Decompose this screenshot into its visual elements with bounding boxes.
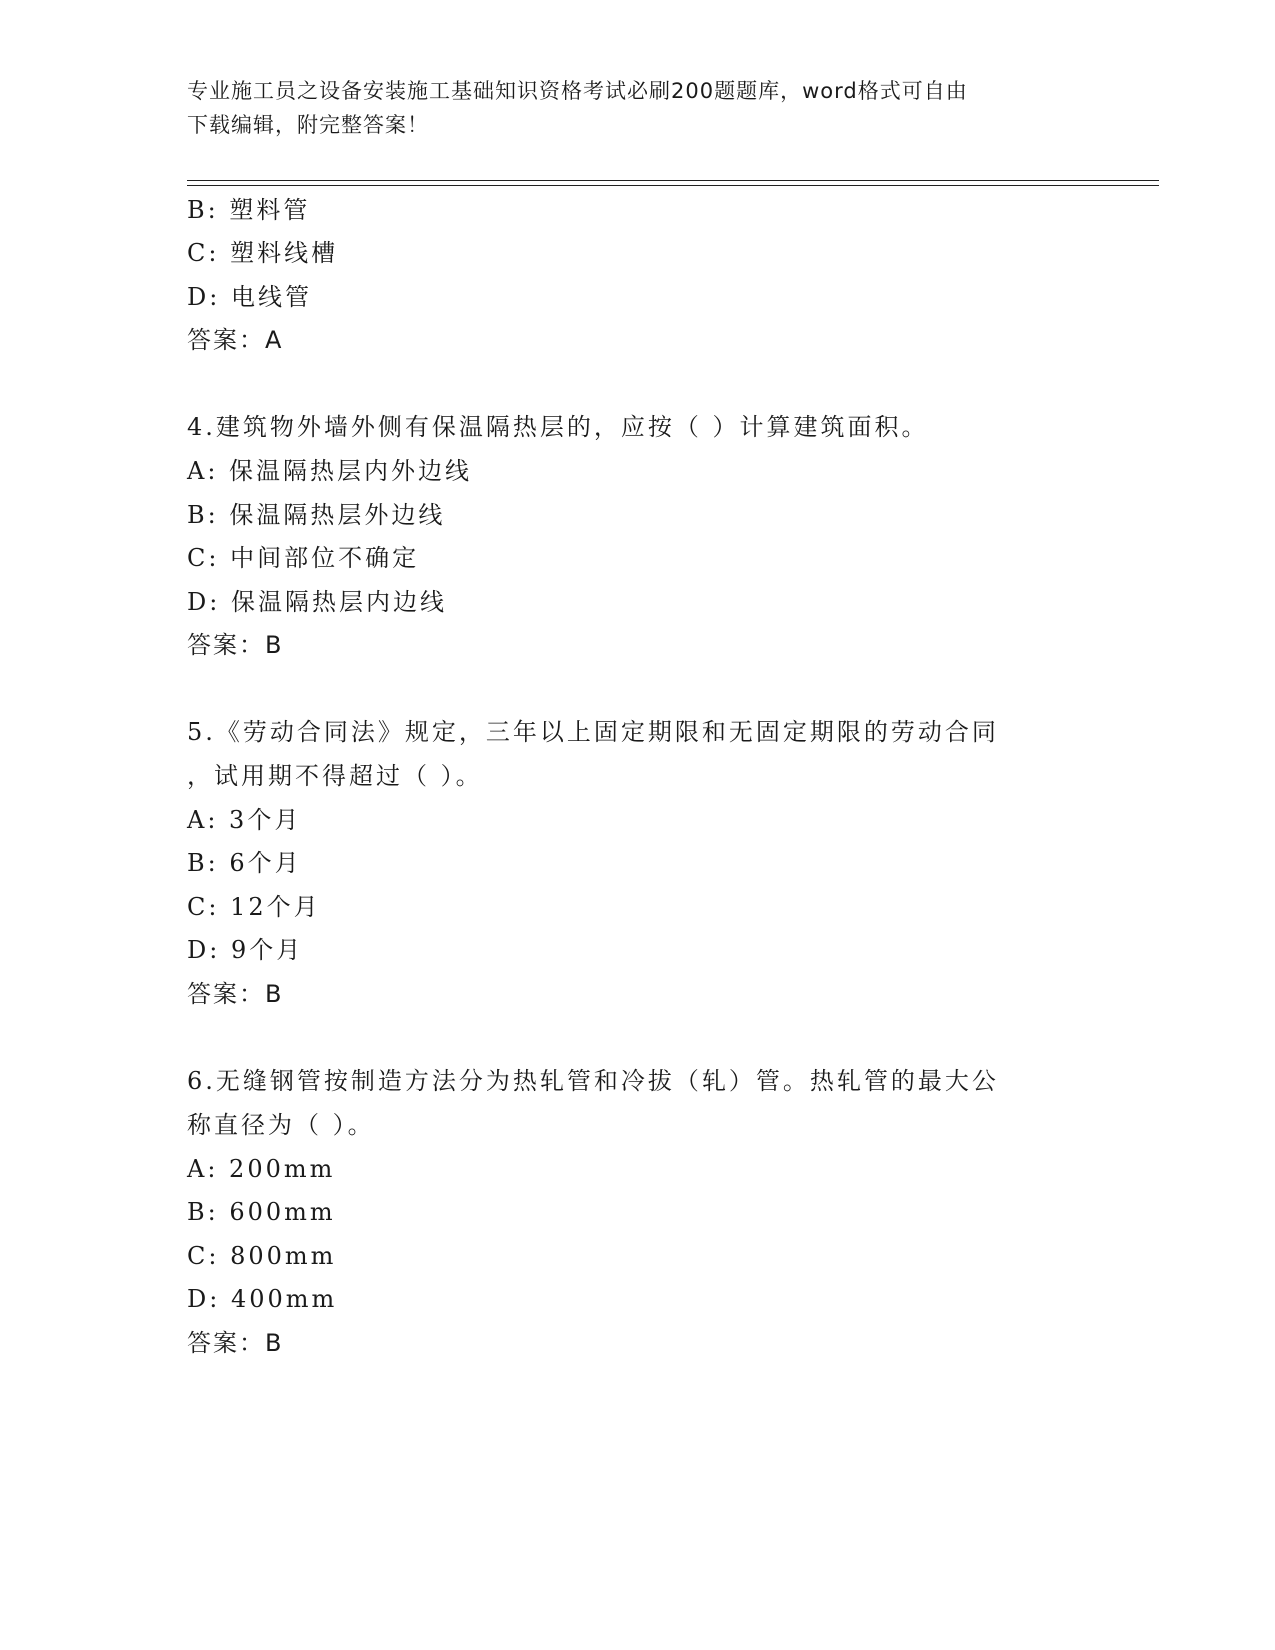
answer-line: 答案：B xyxy=(187,1329,284,1357)
option-b: B: 600mm xyxy=(187,1198,336,1226)
header-title-line-2: 下载编辑，附完整答案！ xyxy=(187,113,429,137)
option-b: B: 塑料管 xyxy=(187,196,311,224)
question-stem: 4.建筑物外墙外侧有保温隔热层的，应按（ ）计算建筑面积。 xyxy=(187,413,929,441)
option-b: B: 保温隔热层外边线 xyxy=(187,501,446,529)
option-c: C: 12个月 xyxy=(187,893,321,921)
option-a: A: 保温隔热层内外边线 xyxy=(187,457,473,485)
option-d: D: 9个月 xyxy=(187,936,304,964)
answer-line: 答案：A xyxy=(187,326,284,354)
option-a: A: 3个月 xyxy=(187,806,302,834)
question-stem: 6.无缝钢管按制造方法分为热轧管和冷拔（轧）管。热轧管的最大公 xyxy=(187,1067,999,1095)
header-divider-top xyxy=(187,180,1159,181)
answer-line: 答案：B xyxy=(187,980,284,1008)
option-d: D: 保温隔热层内边线 xyxy=(187,588,447,616)
header-title-line-1: 专业施工员之设备安装施工基础知识资格考试必刷200题题库，word格式可自由 xyxy=(187,79,968,103)
answer-line: 答案：B xyxy=(187,631,284,659)
question-stem-continued: 称直径为（ ）。 xyxy=(187,1111,375,1139)
header-divider-bottom xyxy=(187,185,1159,186)
question-stem: 5.《劳动合同法》规定，三年以上固定期限和无固定期限的劳动合同 xyxy=(187,718,999,746)
option-d: D: 电线管 xyxy=(187,283,312,311)
option-c: C: 800mm xyxy=(187,1242,337,1270)
option-a: A: 200mm xyxy=(187,1155,336,1183)
option-d: D: 400mm xyxy=(187,1285,338,1313)
option-c: C: 中间部位不确定 xyxy=(187,544,420,572)
document-header xyxy=(187,74,1067,142)
option-b: B: 6个月 xyxy=(187,849,302,877)
option-c: C: 塑料线槽 xyxy=(187,239,339,267)
question-stem-continued: ，试用期不得超过（ ）。 xyxy=(187,762,483,790)
